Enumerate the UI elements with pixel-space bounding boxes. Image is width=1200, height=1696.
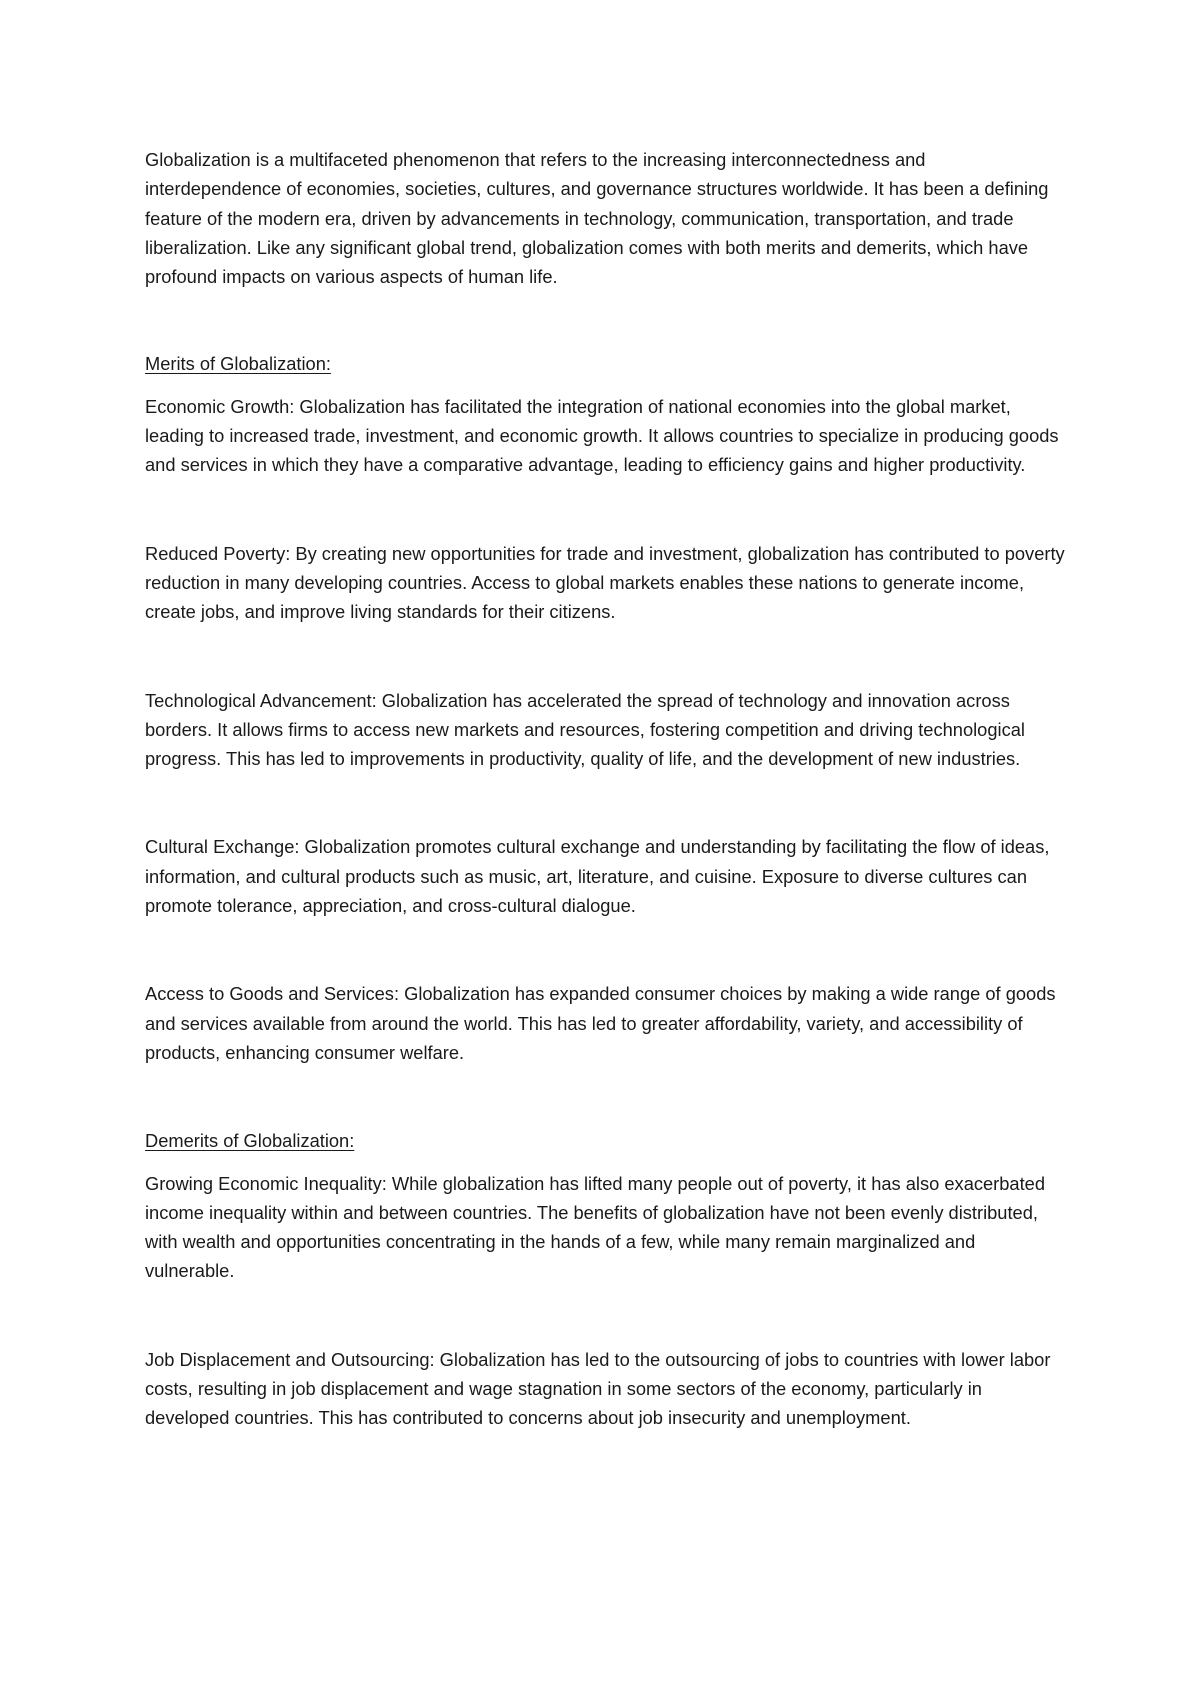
- merit-cultural-exchange: Cultural Exchange: Globalization promotes cultural exchange and understanding by facilitating the flow of ideas, information, and cultural products such as music, art, literature, and cuisine. Exposure to diverse cultures can promote tolerance, appreciation, and cross-cultural dialogue.: [145, 836, 1050, 917]
- demerit-economic-inequality: Growing Economic Inequality: While globalization has lifted many people out of poverty, it has also exacerbated income inequality within and between countries. The benefits of globalization have not been evenly distributed, with wealth and opportunities concentrating in the hands of a few, while many remain marginalized and vulnerable.: [145, 1172, 1046, 1282]
- merit-economic-growth: Economic Growth: Globalization has facilitated the integration of national economies into the global market, leading to increased trade, investment, and economic growth. It allows countries to specialize in producing goods and services in which they have a comparative advantage, leading to efficiency gains and higher productivity.: [145, 395, 1059, 476]
- demerits-heading: Demerits of Globalization:: [145, 1130, 355, 1152]
- merits-heading: Merits of Globalization:: [145, 353, 331, 375]
- merit-reduced-poverty: Reduced Poverty: By creating new opportunities for trade and investment, globalization has contributed to poverty reduction in many developing countries. Access to global markets enables these nations to generate income, create jobs, and improve living standards for their citizens.: [145, 542, 1065, 623]
- document-body: [145, 145, 1065, 1433]
- merit-access-to-goods: Access to Goods and Services: Globalization has expanded consumer choices by making a wide range of goods and services available from around the world. This has led to greater affordability, variety, and accessibility of products, enhancing consumer welfare.: [145, 983, 1056, 1063]
- demerit-job-displacement: Job Displacement and Outsourcing: Globalization has led to the outsourcing of jobs to countries with lower labor costs, resulting in job displacement and wage stagnation in some sectors of the economy, particularly in developed countries. This has contributed to concerns about job insecurity and unemployment.: [145, 1348, 1051, 1429]
- merit-technological-advancement: Technological Advancement: Globalization has accelerated the spread of technology and innovation across borders. It allows firms to access new markets and resources, fostering competition and driving technological progress. This has led to improvements in productivity, quality of life, and the development of new industries.: [145, 689, 1025, 770]
- intro-paragraph: Globalization is a multifaceted phenomenon that refers to the increasing interconnectedness and interdependence of economies, societies, cultures, and governance structures worldwide. It has been a defining feature of the modern era, driven by advancements in technology, communication, transportation, and trade liberalization. Like any significant global trend, globalization comes with both merits and demerits, which have profound impacts on various aspects of human life.: [145, 149, 1049, 288]
